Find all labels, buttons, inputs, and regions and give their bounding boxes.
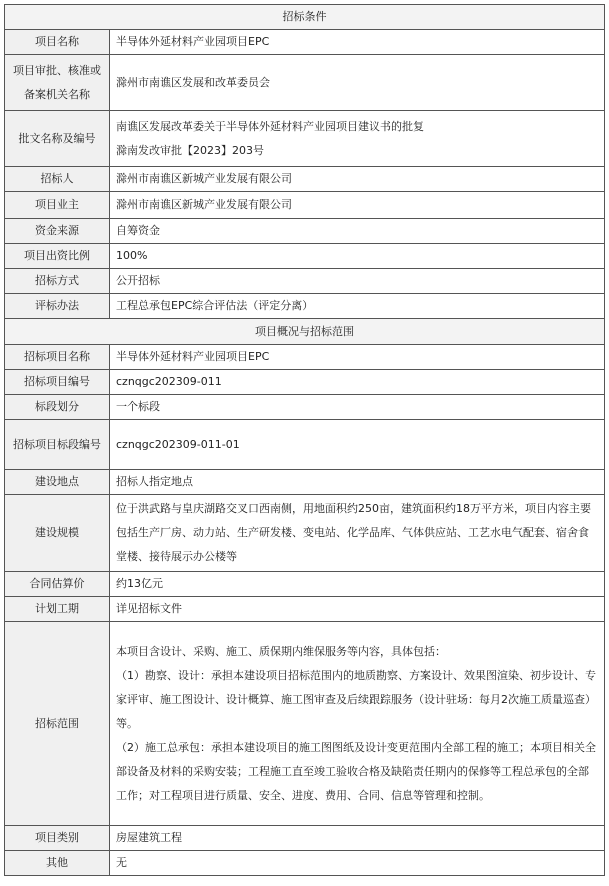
row-value-project-name: 半导体外延材料产业园项目EPC [110,30,605,55]
row-value-owner: 滁州市南谯区新城产业发展有限公司 [110,192,605,219]
row-label-contract-estimate: 合同估算价 [5,572,110,597]
row-value-tender-scope [110,622,605,826]
row-value-tender-method: 公开招标 [110,269,605,294]
row-label-fund-source: 资金来源 [5,219,110,244]
row-label-tenderer: 招标人 [5,167,110,192]
row-value-funding-ratio: 100% [110,244,605,269]
row-label-project-name: 项目名称 [5,30,110,55]
section-title-conditions: 招标条件 [5,5,605,30]
row-label-construction-scale: 建设规模 [5,495,110,572]
row-value-approval-doc [110,111,605,167]
tender-scope-intro: 本项目含设计、采购、施工、质保期内维保服务等内容，具体包括： [116,644,446,658]
row-value-bid-project-name: 半导体外延材料产业园项目EPC [110,345,605,370]
row-label-other: 其他 [5,851,110,876]
row-label-approval-doc: 批文名称及编号 [5,111,110,167]
row-value-fund-source: 自筹资金 [110,219,605,244]
row-label-approval-authority: 项目审批、核准或备案机关名称 [5,55,110,111]
row-value-tenderer: 滁州市南谯区新城产业发展有限公司 [110,167,605,192]
approval-doc-number: 滁南发改审批【2023】203号 [116,143,264,157]
row-value-other: 无 [110,851,605,876]
section-title-overview: 项目概况与招标范围 [5,319,605,345]
row-value-bid-project-code: cznqgc202309-011 [110,370,605,395]
row-label-bid-project-code: 招标项目编号 [5,370,110,395]
tender-table [4,4,605,876]
row-value-lot-code: cznqgc202309-011-01 [110,420,605,470]
row-label-tender-scope: 招标范围 [5,622,110,826]
row-label-owner: 项目业主 [5,192,110,219]
row-label-lot-code: 招标项目标段编号 [5,420,110,470]
row-value-project-category: 房屋建筑工程 [110,826,605,851]
row-label-lot-division: 标段划分 [5,395,110,420]
tender-scope-design: （1）勘察、设计：承担本建设项目招标范围内的地质勘察、方案设计、效果图渲染、初步设计、专家评审、施工图设计、设计概算、施工图审查及后续跟踪服务（设计驻场：每月2次施工质量巡查）等。 [116,668,596,730]
row-label-tender-method: 招标方式 [5,269,110,294]
row-label-funding-ratio: 项目出资比例 [5,244,110,269]
row-value-approval-authority: 滁州市南谯区发展和改革委员会 [110,55,605,111]
row-value-lot-division: 一个标段 [110,395,605,420]
row-value-contract-estimate: 约13亿元 [110,572,605,597]
row-label-evaluation-method: 评标办法 [5,294,110,319]
row-label-construction-site: 建设地点 [5,470,110,495]
row-value-construction-scale: 位于洪武路与皇庆湖路交叉口西南侧，用地面积约250亩，建筑面积约18万平方米，项目内容主要包括生产厂房、动力站、生产研发楼、变电站、化学品库、气体供应站、工艺水电气配套、宿舍食堂楼、接待展示办公楼等 [110,495,605,572]
tender-scope-construction: （2）施工总承包：承担本建设项目的施工图图纸及设计变更范围内全部工程的施工；本项目相关全部设备及材料的采购安装；工程施工直至竣工验收合格及缺陷责任期内的保修等工程总承包的全部工作；对工程项目进行质量、安全、进度、费用、合同、信息等管理和控制。 [116,740,596,802]
approval-doc-title: 南谯区发展改革委关于半导体外延材料产业园项目建议书的批复 [116,119,424,133]
row-label-project-category: 项目类别 [5,826,110,851]
row-label-bid-project-name: 招标项目名称 [5,345,110,370]
row-value-planned-duration: 详见招标文件 [110,597,605,622]
row-value-construction-site: 招标人指定地点 [110,470,605,495]
row-label-planned-duration: 计划工期 [5,597,110,622]
row-value-evaluation-method: 工程总承包EPC综合评估法（评定分离） [110,294,605,319]
